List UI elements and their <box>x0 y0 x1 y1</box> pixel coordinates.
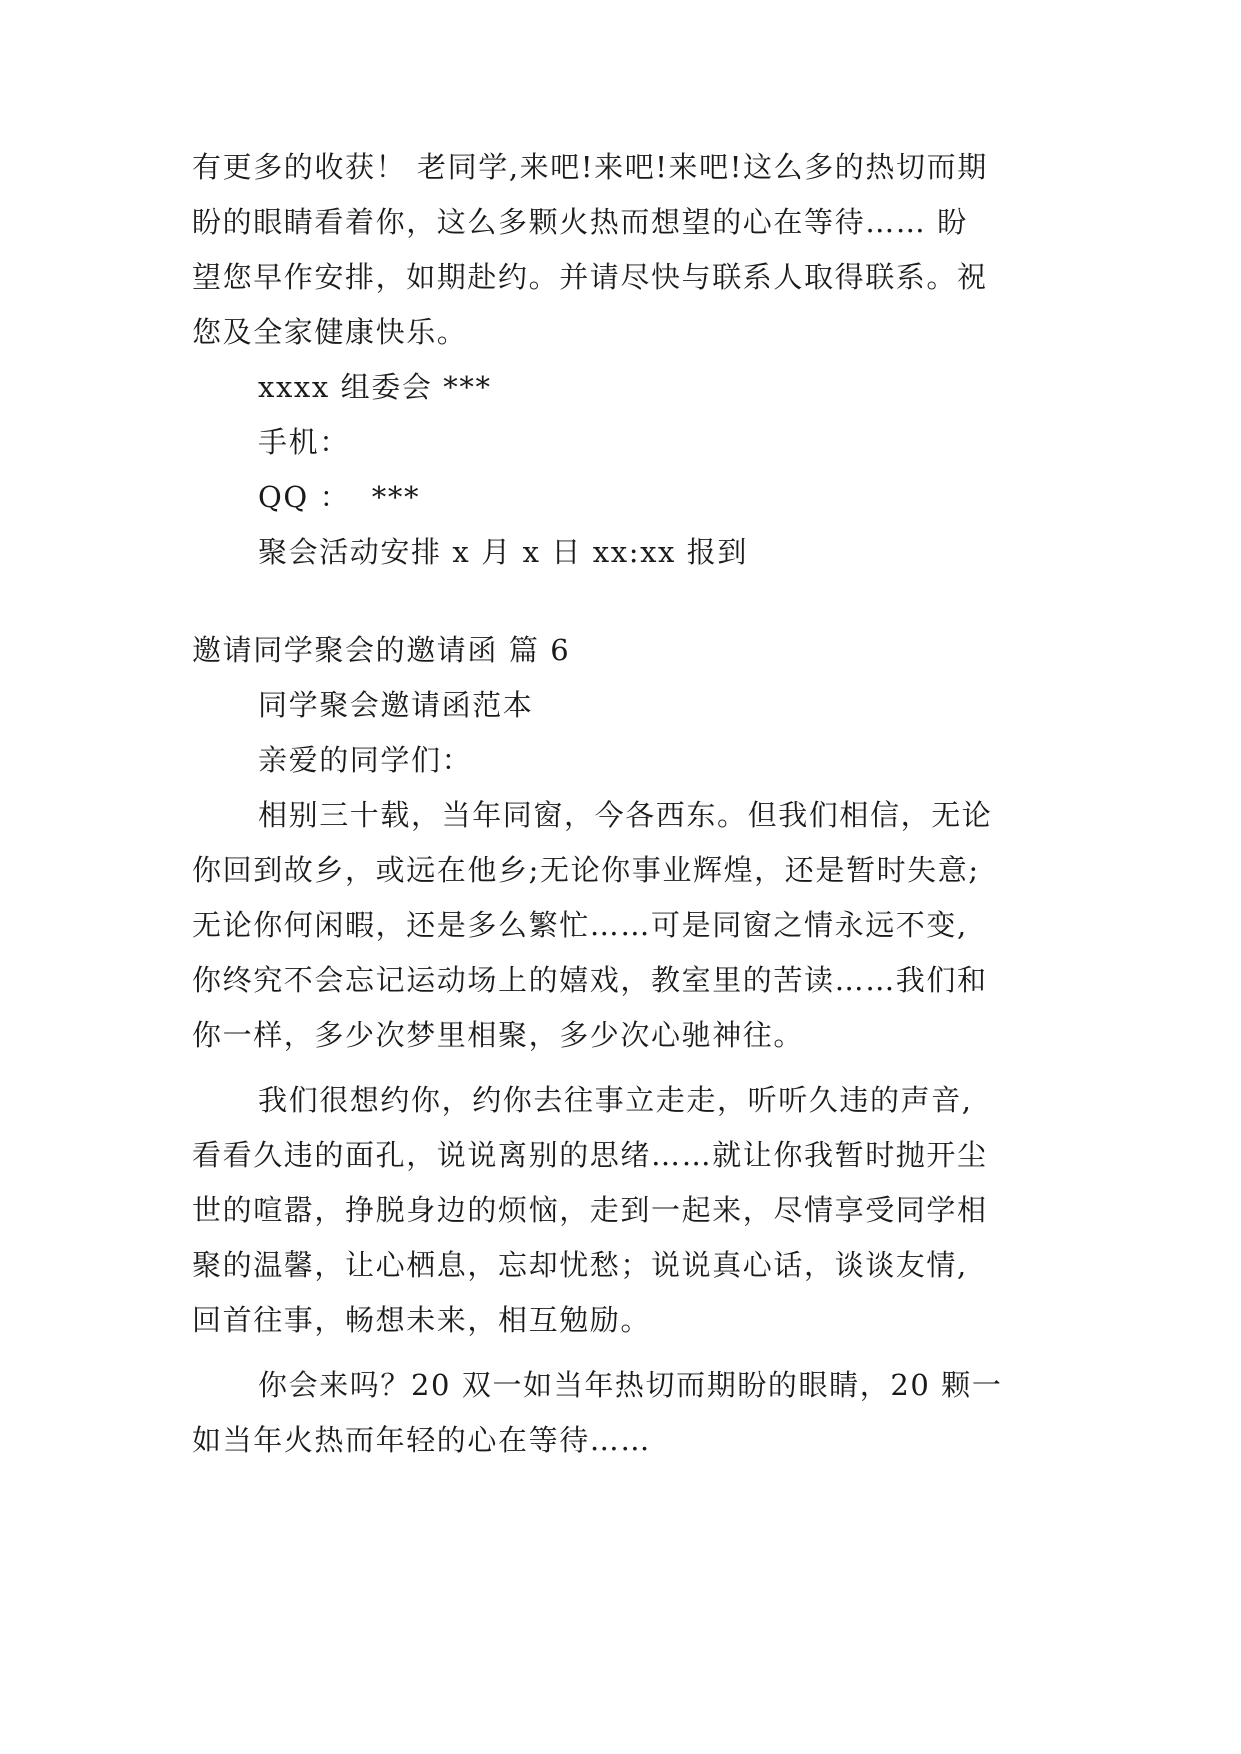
paragraph-line: 看看久违的面孔，说说离别的思绪……就让你我暂时抛开尘 <box>192 1138 988 1172</box>
paragraph-line: 相别三十载，当年同窗，今各西东。但我们相信，无论 <box>258 798 993 832</box>
paragraph-line: 世的喧嚣，挣脱身边的烦恼，走到一起来，尽情享受同学相 <box>192 1193 988 1227</box>
paragraph-line: 聚的温馨，让心栖息，忘却忧愁；说说真心话，谈谈友情, <box>192 1248 968 1282</box>
letter-title: 同学聚会邀请函范本 <box>258 688 534 722</box>
paragraph-line: 你会来吗？20 双一如当年热切而期盼的眼睛，20 颗一 <box>258 1368 1003 1402</box>
paragraph-line: 你一样，多少次梦里相聚，多少次心驰神往。 <box>192 1018 805 1052</box>
paragraph-line: 您及全家健康快乐。 <box>192 315 468 349</box>
paragraph-line: 盼的眼睛看着你，这么多颗火热而想望的心在等待…… 盼 <box>192 205 968 239</box>
section-heading: 邀请同学聚会的邀请函 篇 6 <box>192 633 571 667</box>
paragraph-line: 有更多的收获！ 老同学,来吧!来吧!来吧!这么多的热切而期 <box>192 150 988 184</box>
schedule-line: 聚会活动安排 x 月 x 日 xx:xx 报到 <box>258 535 749 569</box>
qq-line: QQ ： *** <box>258 480 421 514</box>
paragraph-line: 回首往事，畅想未来，相互勉励。 <box>192 1303 652 1337</box>
paragraph-line: 我们很想约你，约你去往事立走走，听听久违的声音, <box>258 1083 973 1117</box>
paragraph-line: 如当年火热而年轻的心在等待…… <box>192 1423 652 1457</box>
paragraph-line: 你终究不会忘记运动场上的嬉戏，教室里的苦读……我们和 <box>192 963 988 997</box>
paragraph-line: 望您早作安排，如期赴约。并请尽快与联系人取得联系。祝 <box>192 260 988 294</box>
paragraph-line: 无论你何闲暇，还是多么繁忙……可是同窗之情永远不变, <box>192 908 968 942</box>
paragraph-line: 你回到故乡，或远在他乡;无论你事业辉煌，还是暂时失意; <box>192 853 980 887</box>
organizer-line: xxxx 组委会 *** <box>258 370 492 404</box>
salutation: 亲爱的同学们： <box>258 743 473 777</box>
phone-line: 手机： <box>258 425 350 459</box>
